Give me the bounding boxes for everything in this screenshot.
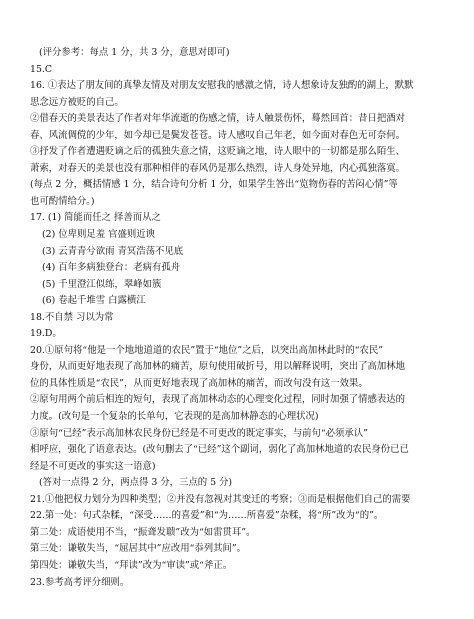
answer-16-scoring-line: (每点 2 分，概括情感 1 分，结合诗句分析 1 分，如果学生答出“览物伤春的苦闷心情”等: [30, 179, 398, 191]
answer-17-line: (6) 卷起千堆雪 白露横江: [42, 295, 146, 307]
answer-20-line: 经是不可更改的事实这一语意): [30, 460, 156, 472]
answer-20-line: ③原句“已经”表示高加林农民身份已经是不可更改的既定事实，与前句“必须承认”: [30, 427, 368, 439]
answer-16-line: 春、风流倜傥的少年，如今却已是鬓发苍苍。诗人感叹自己年老，如今面对春色无可奈何。: [30, 129, 406, 141]
answer-17-line: 17. (1) 简能而任之 择善而从之: [30, 212, 161, 224]
answer-20-line: ②原句用两个前后相连的短句，表现了高加林动态的心理变化过程，同时加强了情感表达的: [30, 394, 406, 406]
answer-15-line: 15.C: [30, 63, 53, 75]
answer-22-line: 第二处：成语使用不当，“振聋发聩”改为“如雷贯耳”。: [30, 526, 256, 538]
answer-22-line: 22.第一处：句式杂糅，“深受……的喜爱”和“为……所喜爱”杂糅，将“所”改为“的”。: [30, 510, 384, 522]
answer-20-line: 身份，从而更好地表现了高加林的痛苦，原句使用破折号，用以解释说明，突出了高加林地: [30, 361, 406, 373]
answer-20-line: 力度。(改句是一个复杂的长单句，它表现的是高加林静态的心理状况): [30, 411, 319, 423]
answer-21-line: 21.①他把权力划分为四种类型；②并没有忽视对其变迁的考察；③而是根据他们自己的需要: [30, 493, 411, 505]
answer-22-line: 第四处：谦敬失当，“拜读”改为“审读”或“斧正。: [30, 559, 233, 571]
answer-17-line: (2) 位卑则足羞 官盛则近谀: [42, 229, 155, 241]
answer-16-line: ③抒发了作者遭遇贬谪之后的孤独失意之情，这贬谪之地，诗人眼中的一切都是那么陌生、: [30, 146, 406, 158]
answer-23-line: 23.参考高考评分细则。: [30, 576, 130, 588]
answer-16-line: 萧索，对春天的美景也没有那种相伴的春风仍是那么热烈，诗人身处异地，内心孤独落寞。: [30, 162, 406, 174]
answer-16-line: 思念远方被贬的自己。: [30, 96, 124, 108]
answer-18-line: 18.不自禁 习以为常: [30, 311, 114, 323]
answer-17-line: (5) 千里澄江似练，翠峰如簇: [42, 278, 162, 290]
answer-20-line: 相呼应，强化了语意表达。(改句删去了“已经”这个副词，弱化了高加林地道的农民身份已已: [30, 444, 409, 456]
answer-22-line: 第三处：谦敬失当，“屈居其中”应改用“忝列其间”。: [30, 543, 247, 555]
answer-16-line: 16. ①表达了朋友间的真挚友情及对朋友安慰我的感激之情，诗人想象诗友独酌的湖上，默默: [30, 80, 414, 92]
scoring-note-line: (评分参考：每点 1 分，共 3 分，意思对即可): [39, 47, 230, 58]
answer-20-line: 20.①原句将“他是一个地地道道的农民”置于“地位”之后，以突出高加林此时的“农民”: [30, 344, 384, 356]
answer-17-line: (3) 云青青兮欲雨 青冥浩荡不见底: [42, 245, 184, 257]
answer-20-line: 位的具体性质是“农民”，从而更好地表现了高加林的痛苦，而改句没有这一效果。: [30, 377, 368, 389]
answer-20-scoring-line: (答对一点得 2 分，两点得 3 分，三点的 5 分): [39, 477, 233, 489]
answer-16-line: ②借春天的美景表达了作者对年华流逝的伤感之情，诗人触景伤怀，蓦然回首：昔日把酒对: [30, 113, 406, 125]
answer-16-scoring-line: 也可酌情给分。): [30, 195, 95, 207]
answer-19-line: 19.D。: [30, 328, 62, 340]
answer-17-line: (4) 百年多病独登台：老病有孤舟: [42, 262, 181, 274]
